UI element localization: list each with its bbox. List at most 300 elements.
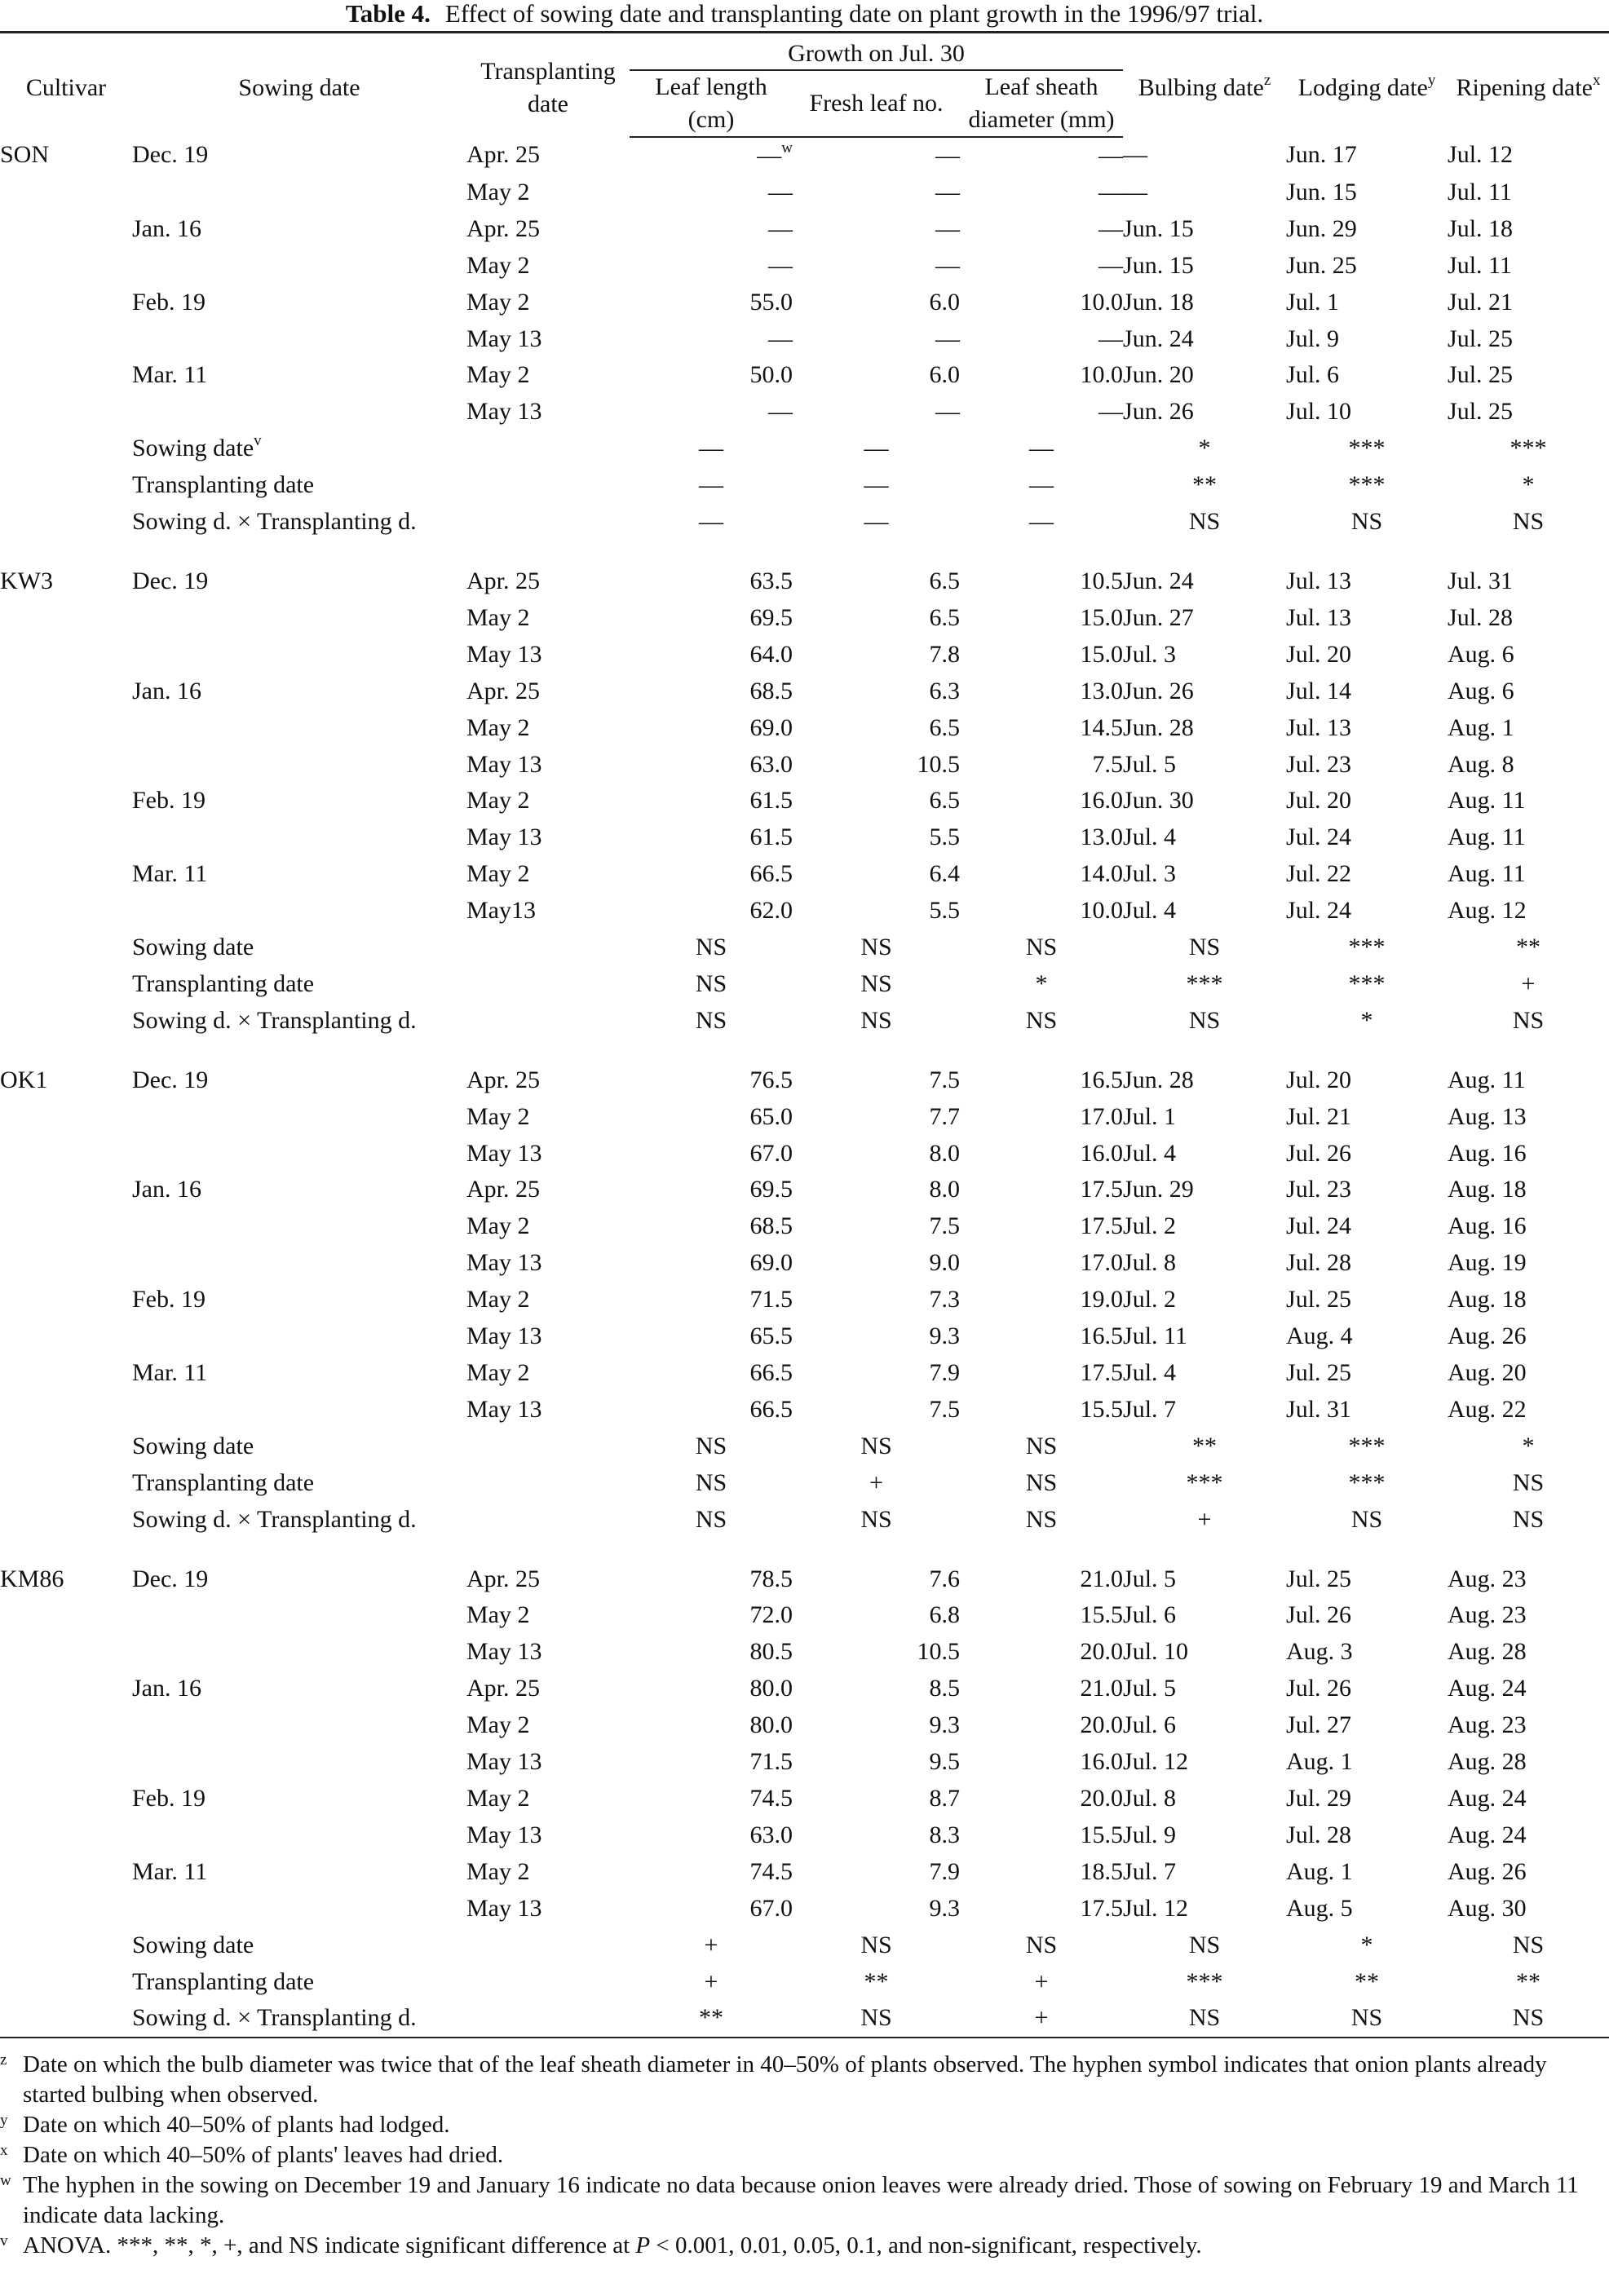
table-caption: [0, 0, 1609, 31]
ripening-date-cell: NS: [1512, 1931, 1545, 1958]
table-caption-label: Table 4.: [345, 0, 431, 28]
leaf-length-cell: 71.5: [749, 1748, 793, 1776]
cultivar-cell: [0, 1355, 132, 1392]
sowing-date-cell: [132, 1136, 466, 1172]
cultivar-cell: [0, 1744, 132, 1781]
sowing-date-cell: [132, 394, 466, 430]
leaf-sheath-cell: 15.5: [1080, 1821, 1124, 1848]
cultivar-cell: [0, 1208, 132, 1245]
lodging-date-cell: Jul. 6: [1286, 361, 1340, 389]
table-row: [0, 137, 1609, 174]
header-ripening-date: Ripening date$^x$: [1448, 33, 1609, 138]
fresh-leaf-cell: 6.8: [929, 1601, 960, 1629]
cultivar-cell: [0, 321, 132, 358]
transplanting-date-cell: May 2: [466, 713, 530, 741]
table-body: [0, 137, 1609, 2038]
fresh-leaf-cell: NS: [793, 2000, 960, 2038]
bulbing-date-cell: Jul. 4: [1123, 897, 1177, 925]
leaf-length-cell: 69.0: [749, 1249, 793, 1277]
bulbing-date-cell: *: [1198, 435, 1211, 462]
leaf-sheath-cell: 10.0: [1080, 288, 1124, 316]
table-row: [0, 1597, 1609, 1634]
leaf-sheath-cell: 15.0: [1080, 603, 1124, 631]
ripening-date-cell: Aug. 13: [1448, 1102, 1527, 1130]
transplanting-date-cell: May 13: [466, 325, 542, 352]
ripening-date-cell: Aug. 23: [1448, 1601, 1527, 1629]
leaf-sheath-cell: NS: [1025, 1006, 1058, 1034]
leaf-length-cell: 67.0: [749, 1139, 793, 1167]
cultivar-cell: [0, 1891, 132, 1927]
anova-factor-label: Sowing date: [132, 1931, 254, 1958]
ripening-date-cell: Aug. 24: [1448, 1675, 1527, 1702]
table-row: [0, 1891, 1609, 1927]
leaf-sheath-cell: +: [1034, 1967, 1049, 1995]
table-row: [0, 394, 1609, 430]
transplanting-date-cell: May 2: [466, 860, 530, 888]
fresh-leaf-cell: NS: [860, 1931, 892, 1958]
footnote-text: Date on which 40–50% of plants' leaves had dried.: [23, 2142, 504, 2169]
transplanting-date-cell: Apr. 25: [466, 214, 540, 242]
ripening-date-cell: Jul. 31: [1448, 567, 1514, 594]
leaf-length-cell: 55.0: [749, 288, 793, 316]
sowing-date-cell: Jan. 16: [132, 1675, 201, 1702]
leaf-length-cell: —: [768, 398, 793, 426]
sowing-date-cell: [132, 1817, 466, 1854]
leaf-length-cell: +: [704, 1967, 718, 1995]
sowing-date-cell: [132, 1245, 466, 1282]
cultivar-cell: [0, 747, 132, 784]
leaf-sheath-cell: 16.0: [1080, 1139, 1124, 1167]
lodging-date-cell: Jul. 27: [1286, 1711, 1352, 1739]
sowing-date-cell: Mar. 11: [132, 1857, 208, 1885]
anova-factor-label: Sowing d. × Transplanting d.: [132, 1505, 417, 1533]
leaf-sheath-cell: 16.0: [1080, 1748, 1124, 1776]
fresh-leaf-cell: 5.5: [929, 823, 960, 851]
leaf-sheath-cell: —: [1098, 214, 1124, 242]
bulbing-date-cell: NS: [1188, 934, 1221, 961]
leaf-length-cell: NS: [695, 1468, 727, 1496]
leaf-sheath-cell: 17.5: [1080, 1894, 1124, 1922]
leaf-sheath-cell: —: [1029, 508, 1054, 536]
lodging-date-cell: Jul. 10: [1286, 398, 1352, 426]
ripening-date-cell: Aug. 26: [1448, 1322, 1527, 1350]
bulbing-date-cell: NS: [1188, 508, 1221, 536]
ripening-date-cell: Jul. 12: [1448, 141, 1514, 168]
fresh-leaf-cell: 7.8: [929, 640, 960, 668]
lodging-date-cell: Jul. 26: [1286, 1601, 1352, 1629]
lodging-date-cell: Jun. 25: [1286, 251, 1357, 279]
bulbing-date-cell: Jul. 9: [1123, 1821, 1177, 1848]
cultivar-cell: [0, 211, 132, 248]
table-row: [0, 1634, 1609, 1671]
cultivar-cell: [0, 600, 132, 637]
leaf-length-cell: NS: [695, 1505, 727, 1533]
header-leaf-length: Leaf length (cm): [630, 70, 793, 137]
transplanting-date-cell: Apr. 25: [466, 1066, 540, 1093]
ripening-date-cell: Jul. 11: [1448, 178, 1512, 205]
lodging-date-cell: Jul. 28: [1286, 1249, 1352, 1277]
lodging-date-cell: Jul. 13: [1286, 603, 1352, 631]
leaf-sheath-cell: 7.5: [1092, 750, 1124, 778]
ripening-date-cell: NS: [1512, 1006, 1545, 1034]
leaf-length-cell: 80.5: [749, 1638, 793, 1666]
cultivar-cell: [0, 1172, 132, 1208]
leaf-length-cell: 66.5: [749, 1395, 793, 1423]
leaf-length-cell: 68.5: [749, 677, 793, 704]
cultivar-cell: [0, 856, 132, 893]
leaf-length-cell: 63.5: [749, 567, 793, 594]
sowing-date-cell: Jan. 16: [132, 677, 201, 704]
table-row: [0, 211, 1609, 248]
ripening-date-cell: Aug. 28: [1448, 1748, 1527, 1776]
leaf-length-cell: —: [699, 508, 723, 536]
cultivar-cell: [0, 819, 132, 856]
transplanting-date-cell: May 2: [466, 1601, 530, 1629]
bulbing-date-cell: Jun. 24: [1123, 567, 1194, 594]
anova-row: [0, 2000, 1609, 2038]
leaf-sheath-cell: NS: [1025, 1468, 1058, 1496]
lodging-date-cell: Jul. 29: [1286, 1784, 1352, 1812]
cultivar-cell: [0, 1465, 132, 1502]
group-spacer: [0, 1040, 1609, 1062]
bulbing-date-cell: Jun. 27: [1123, 603, 1194, 631]
ripening-date-cell: Jul. 25: [1448, 398, 1514, 426]
table-row: [0, 1245, 1609, 1282]
bulbing-date-cell: **: [1192, 471, 1218, 499]
lodging-date-cell: ***: [1348, 471, 1386, 499]
sowing-date-cell: [132, 1597, 466, 1634]
leaf-length-cell: —: [699, 435, 723, 462]
cultivar-cell: [0, 1671, 132, 1707]
transplanting-date-cell: May 13: [466, 823, 542, 851]
lodging-date-cell: Jul. 20: [1286, 787, 1352, 815]
leaf-length-cell: 65.5: [749, 1322, 793, 1350]
fresh-leaf-cell: 6.5: [929, 787, 960, 815]
lodging-date-cell: ***: [1348, 1432, 1386, 1459]
sowing-date-cell: [132, 248, 466, 285]
bulbing-date-cell: Jul. 12: [1123, 1748, 1189, 1776]
sowing-date-cell: [132, 637, 466, 673]
leaf-length-cell: 67.0: [749, 1894, 793, 1922]
bulbing-date-cell: +: [1197, 1505, 1212, 1533]
fresh-leaf-cell: NS: [860, 1505, 892, 1533]
fresh-leaf-cell: 8.5: [929, 1675, 960, 1702]
fresh-leaf-cell: 8.7: [929, 1784, 960, 1812]
anova-row: [0, 430, 1609, 467]
footnote-text: Date on which the bulb diameter was twice that of the leaf sheath diameter in 40–50% of plants observed. The hyphen symbol indicates that onion plants already started bulbing when observed.: [23, 2051, 1547, 2108]
fresh-leaf-cell: 9.3: [929, 1711, 960, 1739]
lodging-date-cell: Jul. 21: [1286, 1102, 1352, 1130]
cultivar-cell: [0, 929, 132, 966]
table-row: [0, 747, 1609, 784]
anova-row: [0, 1964, 1609, 2001]
table-row: [0, 783, 1609, 819]
fresh-leaf-cell: —: [935, 178, 960, 205]
fresh-leaf-cell: 9.3: [929, 1894, 960, 1922]
ripening-date-cell: NS: [1512, 1468, 1545, 1496]
footnotes: [0, 2038, 1609, 2261]
leaf-length-cell: —: [768, 251, 793, 279]
transplanting-date-cell: Apr. 25: [466, 1176, 540, 1203]
cultivar-cell: [0, 1927, 132, 1964]
leaf-sheath-cell: —: [1029, 435, 1054, 462]
ripening-date-cell: *: [1522, 1432, 1535, 1459]
table-row: [0, 1099, 1609, 1136]
leaf-length-cell: 80.0: [749, 1711, 793, 1739]
bulbing-date-cell: Jun. 24: [1123, 325, 1194, 352]
ripening-date-cell: ***: [1510, 435, 1547, 462]
cultivar-cell: [0, 1817, 132, 1854]
lodging-date-cell: Jul. 25: [1286, 1565, 1352, 1592]
lodging-date-cell: *: [1360, 1006, 1373, 1034]
ripening-date-cell: Aug. 23: [1448, 1711, 1527, 1739]
lodging-date-cell: Jul. 20: [1286, 640, 1352, 668]
table-row: [0, 1208, 1609, 1245]
leaf-sheath-cell: 14.0: [1080, 860, 1124, 888]
fresh-leaf-cell: 7.6: [929, 1565, 960, 1592]
table-row: [0, 1392, 1609, 1428]
table-row: [0, 710, 1609, 747]
transplanting-date-cell: May 13: [466, 1748, 542, 1776]
table-row: [0, 1744, 1609, 1781]
ripening-date-cell: Aug. 19: [1448, 1249, 1527, 1277]
leaf-length-cell: 65.0: [749, 1102, 793, 1130]
ripening-date-cell: Aug. 11: [1448, 1066, 1526, 1093]
footnote-mark: x: [0, 2142, 8, 2160]
lodging-date-cell: Jul. 26: [1286, 1675, 1352, 1702]
lodging-date-cell: ***: [1348, 1468, 1386, 1496]
table-row: [0, 321, 1609, 358]
fresh-leaf-cell: 10.5: [917, 750, 960, 778]
fresh-leaf-cell: 7.5: [929, 1395, 960, 1423]
header-cultivar: Cultivar: [0, 33, 132, 138]
bulbing-date-cell: Jun. 15: [1123, 251, 1194, 279]
leaf-sheath-cell: —: [1098, 251, 1124, 279]
ripening-date-cell: Aug. 30: [1448, 1894, 1527, 1922]
lodging-date-cell: NS: [1350, 508, 1383, 536]
cultivar-cell: [0, 1854, 132, 1891]
leaf-sheath-cell: 16.5: [1080, 1322, 1124, 1350]
anova-factor-label: Transplanting date: [132, 471, 315, 499]
transplanting-date-cell: May 2: [466, 288, 530, 316]
leaf-sheath-cell: —: [1098, 142, 1124, 169]
transplanting-date-cell: May 2: [466, 1857, 530, 1885]
sowing-date-cell: Feb. 19: [132, 787, 206, 815]
fresh-leaf-cell: 6.3: [929, 677, 960, 704]
footnote: [0, 2140, 1609, 2170]
bulbing-date-cell: Jun. 26: [1123, 398, 1194, 426]
ripening-date-cell: NS: [1512, 1505, 1545, 1533]
bulbing-date-cell: Jun. 29: [1123, 1176, 1194, 1203]
bulbing-date-cell: Jul. 3: [1123, 640, 1177, 668]
lodging-date-cell: Jul. 31: [1286, 1395, 1352, 1423]
anova-factor-label: Sowing date: [132, 934, 254, 961]
leaf-sheath-cell: +: [960, 2000, 1123, 2038]
ripening-date-cell: Aug. 6: [1448, 640, 1514, 668]
table-row: [0, 1781, 1609, 1817]
fresh-leaf-cell: —: [935, 325, 960, 352]
leaf-sheath-cell: 21.0: [1080, 1675, 1124, 1702]
footnote: [0, 2170, 1609, 2231]
sowing-date-cell: [132, 321, 466, 358]
transplanting-date-cell: May 13: [466, 1894, 542, 1922]
ripening-date-cell: Jul. 11: [1448, 251, 1512, 279]
leaf-length-cell: NS: [695, 969, 727, 997]
fresh-leaf-cell: 7.9: [929, 1857, 960, 1885]
leaf-length-cell: 74.5: [749, 1857, 793, 1885]
leaf-length-cell: 66.5: [749, 1359, 793, 1386]
sowing-date-cell: Feb. 19: [132, 1784, 206, 1812]
lodging-date-cell: Jul. 25: [1286, 1286, 1352, 1314]
bulbing-date-cell: ***: [1186, 1468, 1223, 1496]
anova-factor-label: Transplanting date: [132, 1468, 315, 1496]
fresh-leaf-cell: NS: [860, 934, 892, 961]
lodging-date-cell: Jun. 29: [1286, 214, 1357, 242]
ripening-date-cell: Aug. 24: [1448, 1784, 1527, 1812]
leaf-length-cell: —: [699, 471, 723, 499]
lodging-date-cell: Jul. 20: [1286, 1066, 1352, 1093]
ripening-date-cell: Jul. 28: [1448, 603, 1514, 631]
table-row: [0, 174, 1609, 211]
cultivar-cell: [0, 1136, 132, 1172]
cultivar-cell: [0, 430, 132, 467]
footnote-mark: y: [0, 2112, 8, 2130]
cultivar-cell: [0, 467, 132, 504]
leaf-sheath-cell: 17.5: [1080, 1212, 1124, 1240]
fresh-leaf-cell: 6.5: [929, 713, 960, 741]
cultivar-cell: [0, 637, 132, 673]
fresh-leaf-cell: 8.3: [929, 1821, 960, 1848]
bulbing-date-cell: Jul. 7: [1123, 1857, 1177, 1885]
ripening-date-cell: Aug. 16: [1448, 1139, 1527, 1167]
ripening-date-cell: Aug. 8: [1448, 750, 1514, 778]
bulbing-date-cell: Jul. 5: [1123, 1675, 1177, 1702]
leaf-length-cell: +: [704, 1931, 718, 1958]
lodging-date-cell: Jul. 24: [1286, 897, 1352, 925]
transplanting-date-cell: May13: [466, 897, 536, 925]
leaf-sheath-cell: 15.5: [1080, 1395, 1124, 1423]
fresh-leaf-cell: **: [864, 1967, 889, 1995]
transplanting-date-cell: May 2: [466, 603, 530, 631]
anova-factor-label: Transplanting date: [132, 1967, 315, 1995]
bulbing-date-cell: Jul. 3: [1123, 860, 1177, 888]
anova-factor-label: Sowing date$^v$: [132, 432, 262, 462]
fresh-leaf-cell: —: [864, 508, 889, 536]
lodging-date-cell: Jul. 24: [1286, 1212, 1352, 1240]
transplanting-date-cell: May 2: [466, 1359, 530, 1386]
lodging-date-cell: Jun. 15: [1286, 178, 1357, 205]
cultivar-cell: [0, 1245, 132, 1282]
sowing-date-cell: Jan. 16: [132, 214, 201, 242]
leaf-length-cell: 76.5: [749, 1066, 793, 1093]
leaf-length-cell: 61.5: [749, 823, 793, 851]
table-row: [0, 1355, 1609, 1392]
ripening-date-cell: Jul. 21: [1448, 288, 1514, 316]
fresh-leaf-cell: 7.5: [929, 1212, 960, 1240]
ripening-date-cell: Aug. 26: [1448, 1857, 1527, 1885]
footnote-mark: w: [0, 2172, 11, 2190]
sowing-date-cell: [132, 1208, 466, 1245]
header-sowing-date: Sowing date: [132, 33, 466, 138]
fresh-leaf-cell: 8.0: [929, 1139, 960, 1167]
sowing-date-cell: [132, 1744, 466, 1781]
leaf-length-cell: —: [768, 325, 793, 352]
transplanting-date-cell: May 2: [466, 1784, 530, 1812]
cultivar-cell: [0, 1282, 132, 1318]
fresh-leaf-cell: 6.0: [929, 361, 960, 389]
table-row: [0, 285, 1609, 321]
leaf-length-cell: NS: [695, 1432, 727, 1459]
leaf-length-cell: 69.5: [749, 603, 793, 631]
ripening-date-cell: Aug. 11: [1448, 787, 1526, 815]
cultivar-cell: [0, 1502, 132, 1539]
anova-factor-label: Sowing date: [132, 1432, 254, 1459]
sowing-date-cell: [132, 1099, 466, 1136]
fresh-leaf-cell: NS: [860, 1432, 892, 1459]
leaf-sheath-cell: NS: [1025, 1505, 1058, 1533]
header-lodging-date: Lodging date$^y$: [1286, 33, 1448, 138]
leaf-sheath-cell: 13.0: [1080, 823, 1124, 851]
leaf-sheath-cell: 17.0: [1080, 1102, 1124, 1130]
leaf-sheath-cell: 17.5: [1080, 1176, 1124, 1203]
ripening-date-cell: **: [1516, 934, 1541, 961]
lodging-date-cell: Jul. 13: [1286, 713, 1352, 741]
header-bulbing-date: Bulbing date$^z$: [1123, 33, 1286, 138]
ripening-date-cell: Aug. 18: [1448, 1286, 1527, 1314]
table-row: [0, 1062, 1609, 1099]
ripening-date-cell: Aug. 11: [1448, 860, 1526, 888]
leaf-length-cell: 80.0: [749, 1675, 793, 1702]
footnote: [0, 2110, 1609, 2140]
cultivar-cell: KW3: [0, 567, 53, 594]
leaf-sheath-cell: 10.5: [1080, 567, 1124, 594]
bulbing-date-cell: Jul. 8: [1123, 1784, 1177, 1812]
fresh-leaf-cell: —: [935, 214, 960, 242]
header-growth-group: Growth on Jul. 30: [630, 33, 1123, 71]
bulbing-date-cell: Jun. 26: [1123, 677, 1194, 704]
anova-row: [0, 504, 1609, 541]
fresh-leaf-cell: 6.4: [929, 860, 960, 888]
anova-row: [0, 1927, 1609, 1964]
sowing-date-cell: Dec. 19: [132, 1565, 209, 1592]
fresh-leaf-cell: 5.5: [929, 897, 960, 925]
footnote-mark: v: [0, 2232, 8, 2250]
fresh-leaf-cell: 8.0: [929, 1176, 960, 1203]
cultivar-cell: [0, 357, 132, 394]
lodging-date-cell: NS: [1286, 2000, 1448, 2038]
sowing-date-cell: Mar. 11: [132, 1359, 208, 1386]
leaf-sheath-cell: NS: [1025, 1931, 1058, 1958]
cultivar-cell: [0, 1597, 132, 1634]
fresh-leaf-cell: 6.5: [929, 567, 960, 594]
cultivar-cell: [0, 783, 132, 819]
footnote: [0, 2231, 1609, 2261]
leaf-sheath-cell: 10.0: [1080, 361, 1124, 389]
anova-row: [0, 1428, 1609, 1465]
lodging-date-cell: Jul. 28: [1286, 1821, 1352, 1848]
leaf-sheath-cell: —: [1098, 178, 1124, 205]
ripening-date-cell: NS: [1448, 2000, 1609, 2038]
bulbing-date-cell: Jul. 1: [1123, 1102, 1177, 1130]
sowing-date-cell: Dec. 19: [132, 141, 209, 168]
group-spacer: [0, 1539, 1609, 1561]
cultivar-cell: [0, 1707, 132, 1744]
cultivar-cell: [0, 893, 132, 929]
lodging-date-cell: Aug. 1: [1286, 1857, 1353, 1885]
leaf-sheath-cell: 15.5: [1080, 1601, 1124, 1629]
sowing-date-cell: [132, 1634, 466, 1671]
table-row: [0, 1561, 1609, 1598]
